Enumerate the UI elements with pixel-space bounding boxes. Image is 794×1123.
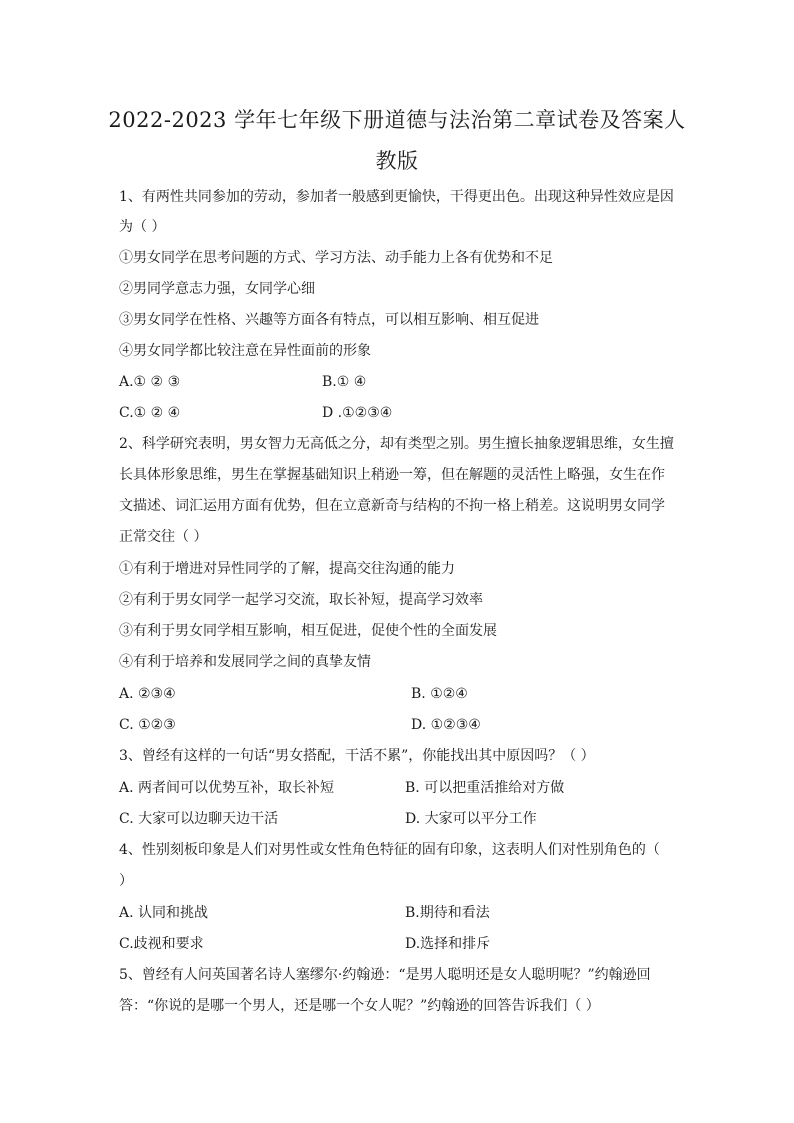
q4-stem-continued: ） <box>119 873 133 889</box>
q3-option-b: B. 可以把重活推给对方做 <box>405 780 565 796</box>
q2-statement-2: ②有利于男女同学一起学习交流，取长补短，提高学习效率 <box>119 592 483 608</box>
q1-statement-4: ④男女同学都比较注意在异性面前的形象 <box>119 343 371 359</box>
q2-statement-1: ①有利于增进对异性同学的了解，提高交往沟通的能力 <box>119 561 455 577</box>
page-title: 2022-2023 学年七年级下册道德与法治第二章试卷及答案人 <box>108 108 686 132</box>
q1-statement-3: ③男女同学在性格、兴趣等方面各有特点，可以相互影响、相互促进 <box>119 312 539 328</box>
q2-stem-line-3: 文描述、词汇运用方面有优势，但在立意新奇与结构的不拘一格上稍差。这说明男女同学 <box>119 498 665 514</box>
q3-option-d: D. 大家可以平分工作 <box>405 811 537 827</box>
q1-statement-1: ①男女同学在思考问题的方式、学习方法、动手能力上各有优势和不足 <box>119 250 553 266</box>
q2-statement-3: ③有利于男女同学相互影响，相互促进，促使个性的全面发展 <box>119 623 497 639</box>
q1-statement-2: ②男同学意志力强，女同学心细 <box>119 281 315 297</box>
q1-option-b: B.① ④ <box>322 374 367 390</box>
q5-stem: 5、曾经有人问英国著名诗人塞缪尔·约翰逊：“是男人聪明还是女人聪明呢？”约翰逊回 <box>119 967 651 983</box>
q2-option-a: A. ②③④ <box>119 686 176 702</box>
q3-option-a: A. 两者间可以优势互补，取长补短 <box>119 780 335 796</box>
q5-stem-continued: 答：“你说的是哪一个男人，还是哪一个女人呢？”约翰逊的回答告诉我们（ ） <box>119 998 600 1014</box>
q4-option-b: B.期待和看法 <box>405 905 490 921</box>
q3-stem: 3、曾经有这样的一句话“男女搭配，干活不累”，你能找出其中原因吗？（ ） <box>119 748 595 764</box>
q2-statement-4: ④有利于培养和发展同学之间的真挚友情 <box>119 654 371 670</box>
q2-option-d: D. ①②③④ <box>411 717 481 733</box>
q3-option-c: C. 大家可以边聊天边干活 <box>119 811 279 827</box>
q1-stem: 1、有两性共同参加的劳动，参加者一般感到更愉快，干得更出色。出现这种异性效应是因 <box>119 189 674 205</box>
q2-stem: 2、科学研究表明，男女智力无高低之分，却有类型之别。男生擅长抽象逻辑思维，女生擅 <box>119 436 674 452</box>
q1-option-d: D .①②③④ <box>322 405 393 421</box>
q4-option-a: A. 认同和挑战 <box>119 905 209 921</box>
q1-option-c: C.① ② ④ <box>119 405 181 421</box>
q4-option-c: C.歧视和要求 <box>119 936 204 952</box>
q2-option-c: C. ①②③ <box>119 717 176 733</box>
q2-stem-line-2: 长具体形象思维，男生在掌握基础知识上稍逊一筹，但在解题的灵活性上略强，女生在作 <box>119 467 665 483</box>
q4-stem: 4、性别刻板印象是人们对男性或女性角色特征的固有印象，这表明人们对性别角色的（ <box>119 842 660 858</box>
q2-stem-line-4: 正常交往（ ） <box>119 529 208 545</box>
page-title-continued: 教版 <box>375 149 419 173</box>
q2-option-b: B. ①②④ <box>411 686 468 702</box>
q1-option-a: A.① ② ③ <box>119 374 181 390</box>
q1-stem-continued: 为（ ） <box>119 219 166 235</box>
q4-option-d: D.选择和排斥 <box>405 936 491 952</box>
